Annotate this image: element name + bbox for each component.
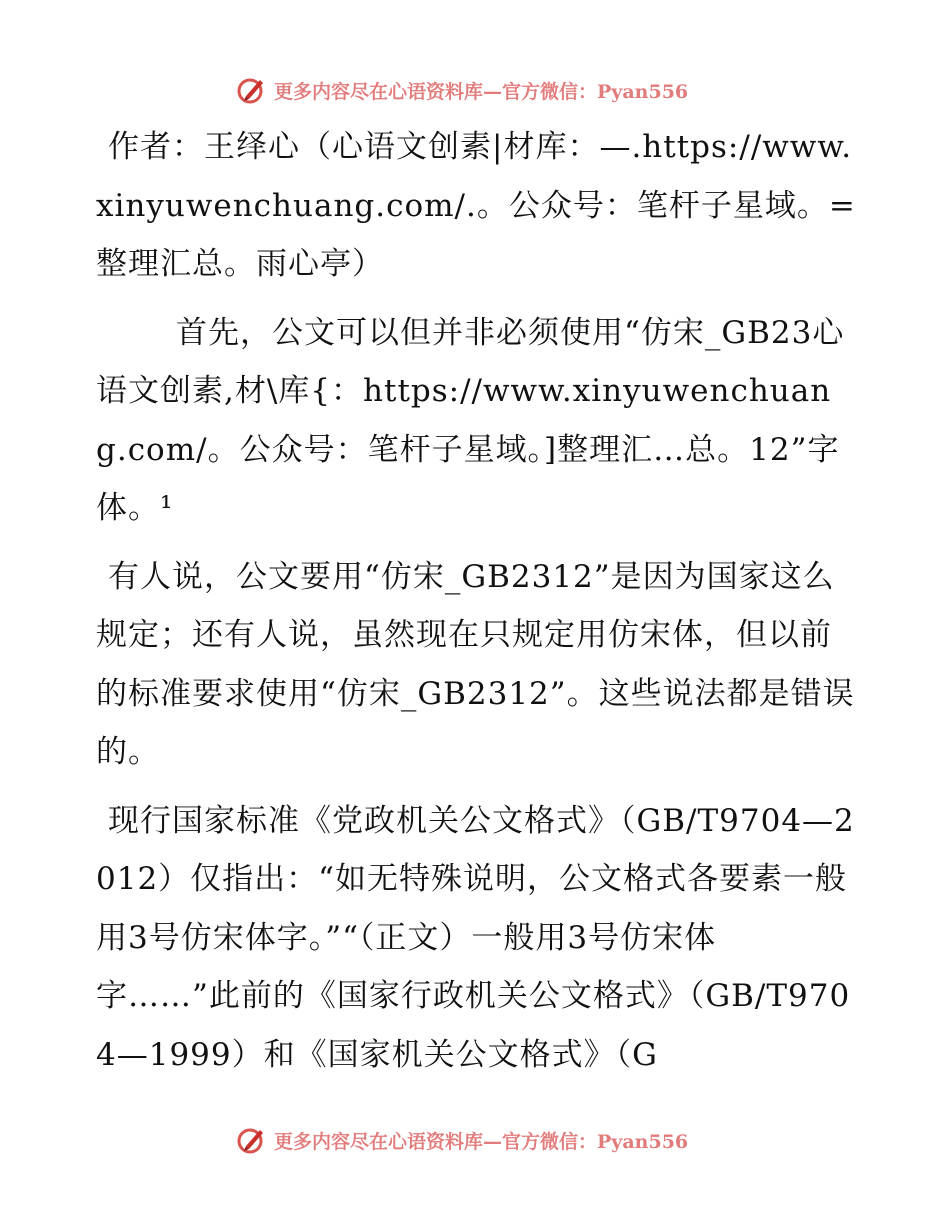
banner-text: 更多内容尽在心语资料库—官方微信：Pyan556 — [274, 80, 689, 103]
brush-pen-logo-icon — [236, 74, 268, 106]
paragraph-misconception: 有人说，公文要用“仿宋_GB2312”是因为国家这么规定；还有人说，虽然现在只规定用仿宋体，但以前的标准要求使用“仿宋_GB2312”。这些说法都是错误的。 — [96, 558, 855, 770]
document-body — [96, 118, 856, 1094]
header-watermark-banner — [236, 73, 688, 107]
banner-brand: Pyan556 — [597, 1130, 689, 1153]
paragraph-font-intro: 首先，公文可以但并非必须使用“仿宋_GB23心语文创素,材\库{：https://www.xinyuwenchuang.com/。公众号：笔杆子星域。]整理汇…总。12”字体。¹ — [96, 314, 845, 526]
banner-text: 更多内容尽在心语资料库—官方微信：Pyan556 — [274, 1130, 689, 1153]
footer-watermark-banner — [236, 1123, 688, 1157]
banner-brand: Pyan556 — [597, 80, 689, 103]
paragraph-standard: 现行国家标准《党政机关公文格式》（GB/T9704—2012）仅指出：“如无特殊说明，公文格式各要素一般用3号仿宋体字。”“（正文）一般用3号仿宋体字……”此前的《国家行政机关公文格式》（GB/T9704—1999）和《国家机关公文格式》（G — [96, 802, 855, 1073]
paragraph-author: 作者：王绎心（心语文创素|材库：—.https://www.xinyuwenchuang.com/.。公众号：笔杆子星域。=整理汇总。雨心亭） — [96, 129, 856, 282]
brush-pen-logo-icon — [236, 1124, 268, 1156]
